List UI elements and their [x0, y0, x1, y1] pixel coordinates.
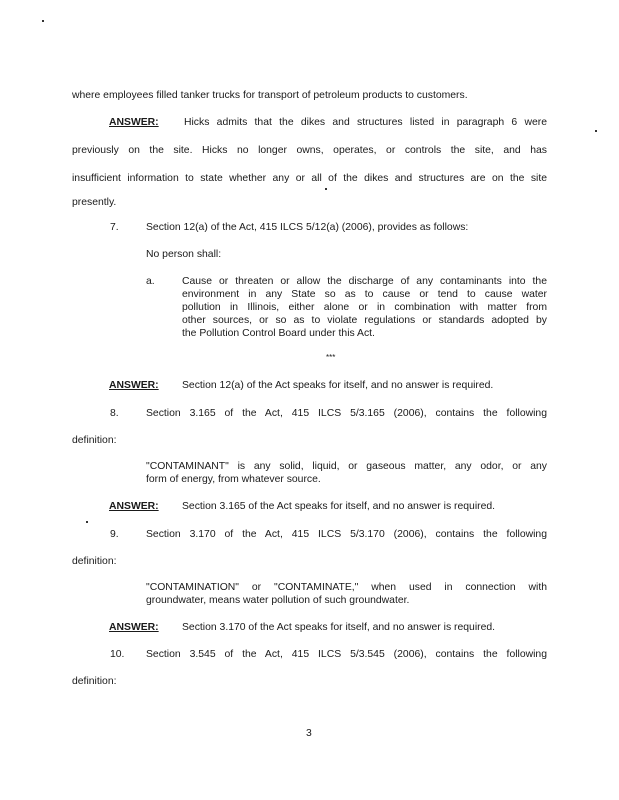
para-8-answer-text: Section 3.165 of the Act speaks for itself, and no answer is required. — [182, 501, 496, 512]
para-7-number: 7. — [110, 222, 119, 233]
para-9-text: Section 3.170 of the Act, 415 ILCS 5/3.170 (2006), contains the following — [146, 529, 547, 540]
para-7-item-letter: a. — [146, 276, 155, 287]
para-8-quote-line: "CONTAMINANT" is any solid, liquid, or gaseous matter, any odor, or any — [146, 461, 547, 472]
para-7-answer-label — [109, 380, 159, 392]
para-7-quote-line: the Pollution Control Board under this Act. — [182, 328, 375, 339]
scan-speck — [325, 188, 327, 190]
para-9-answer-label — [109, 622, 159, 634]
para-8-continuation: definition: — [72, 435, 117, 446]
page-number: 3 — [306, 728, 312, 739]
answer-6-line-3: insufficient information to state whether any or all of the dikes and structures are on the site — [72, 173, 547, 184]
para-8-answer-label — [109, 501, 159, 513]
answer-6-label — [109, 117, 159, 129]
para-10-text: Section 3.545 of the Act, 415 ILCS 5/3.545 (2006), contains the following — [146, 649, 547, 660]
para-8-text: Section 3.165 of the Act, 415 ILCS 5/3.165 (2006), contains the following — [146, 408, 547, 419]
para-9-quote-line: "CONTAMINATION" or "CONTAMINATE," when used in connection with — [146, 582, 547, 593]
para-9-continuation: definition: — [72, 556, 117, 567]
para-10-number: 10. — [110, 649, 125, 660]
para-7-quote-line: other sources, or so as to violate regulations or standards adopted by — [182, 315, 547, 326]
para-7-quote-line: Cause or threaten or allow the discharge of any contaminants into the — [182, 276, 547, 287]
para-7-sub-intro: No person shall: — [146, 249, 222, 260]
para-7-quote-line: pollution in Illinois, either alone or in combination with matter from — [182, 302, 547, 313]
answer-6-line-1: Hicks admits that the dikes and structures listed in paragraph 6 were — [184, 117, 547, 128]
para-9-answer-text: Section 3.170 of the Act speaks for itself, and no answer is required. — [182, 622, 496, 633]
para-10-continuation: definition: — [72, 676, 117, 687]
para-9-number: 9. — [110, 529, 119, 540]
scan-speck — [42, 20, 44, 22]
para-8-quote-line: form of energy, from whatever source. — [146, 474, 321, 485]
intro-line: where employees filled tanker trucks for transport of petroleum products to customers. — [72, 90, 468, 101]
para-9-quote-line: groundwater, means water pollution of such groundwater. — [146, 595, 410, 606]
scan-speck — [595, 130, 597, 132]
answer-6-line-4: presently. — [72, 197, 117, 208]
para-7-ellipsis: *** — [326, 353, 336, 362]
para-7-quote-line: environment in any State so as to cause or tend to cause water — [182, 289, 547, 300]
answer-label: ANSWER: — [109, 501, 159, 512]
answer-label: ANSWER: — [109, 380, 159, 391]
answer-label: ANSWER: — [109, 622, 159, 633]
para-8-number: 8. — [110, 408, 119, 419]
scan-speck — [86, 521, 88, 523]
para-7-text: Section 12(a) of the Act, 415 ILCS 5/12(a) (2006), provides as follows: — [146, 222, 469, 233]
answer-label: ANSWER: — [109, 117, 159, 128]
answer-6-line-2: previously on the site. Hicks no longer owns, operates, or controls the site, and has — [72, 145, 547, 156]
para-7-answer-text: Section 12(a) of the Act speaks for itself, and no answer is required. — [182, 380, 494, 391]
